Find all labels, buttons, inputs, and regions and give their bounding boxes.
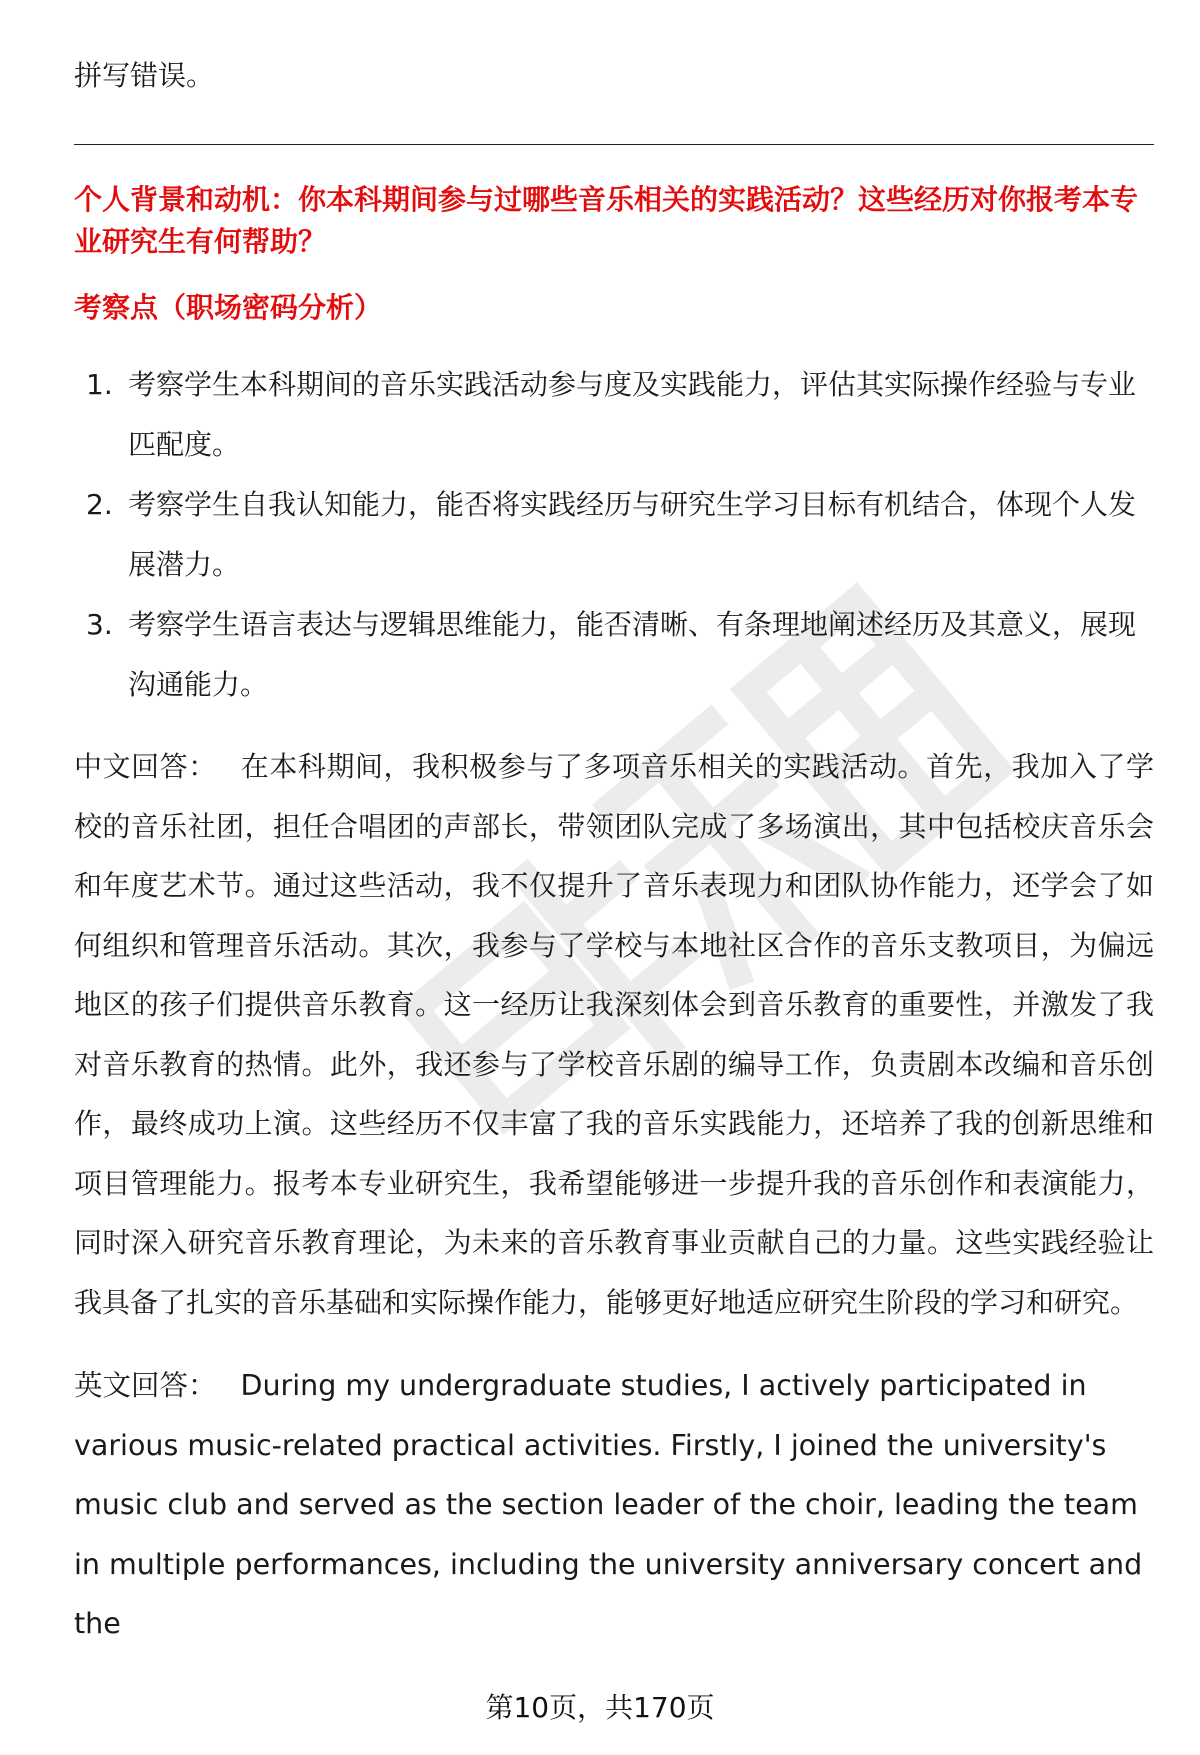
page-number: 第10页，共170页 — [485, 1691, 715, 1724]
focus-point-text: 考察学生自我认知能力，能否将实践经历与研究生学习目标有机结合，体现个人发展潜力。 — [128, 488, 1137, 581]
chinese-answer-label: 中文回答： — [74, 750, 217, 783]
focus-point-text: 考察学生本科期间的音乐实践活动参与度及实践能力，评估其实际操作经验与专业匹配度。 — [128, 368, 1137, 461]
focus-point-item — [74, 355, 1154, 475]
focus-point-item — [74, 475, 1154, 595]
chinese-answer-text: 在本科期间，我积极参与了多项音乐相关的实践活动。首先，我加入了学校的音乐社团，担任合唱团的声部长，带领团队完成了多场演出，其中包括校庆音乐会和年度艺术节。通过这些活动，我不仅提升了音乐表现力和团队协作能力，还学会了如何组织和管理音乐活动。其次，我参与了学校与本地社区合作的音乐支教项目，为偏远地区的孩子们提供音乐教育。这一经历让我深刻体会到音乐教育的重要性，并激发了我对音乐教育的热情。此外，我还参与了学校音乐剧的编导工作，负责剧本改编和音乐创作，最终成功上演。这些经历不仅丰富了我的音乐实践能力，还培养了我的创新思维和项目管理能力。报考本专业研究生，我希望能够进一步提升我的音乐创作和表演能力，同时深入研究音乐教育理论，为未来的音乐教育事业贡献自己的力量。这些实践经验让我具备了扎实的音乐基础和实际操作能力，能够更好地适应研究生阶段的学习和研究。 — [74, 750, 1154, 1319]
focus-points-heading: 考察点（职场密码分析） — [74, 291, 383, 324]
focus-points-list — [74, 355, 1154, 715]
english-answer — [74, 1356, 1154, 1654]
focus-point-number: 1. — [86, 368, 113, 401]
previous-answer-fragment: 拼写错误。 — [74, 59, 215, 92]
english-answer-text: During my undergraduate studies, I actively participated in various music-related practical activities. Firstly, I joined the university's music club and served as the section leader of the choir, leading the team in multiple performances, including the university anniversary concert and the — [74, 1369, 1143, 1640]
question-heading: 个人背景和动机：你本科期间参与过哪些音乐相关的实践活动？这些经历对你报考本专业研究生有何帮助？ — [74, 183, 1139, 258]
chinese-answer — [74, 737, 1154, 1332]
focus-point-number: 2. — [86, 488, 113, 521]
focus-point-item — [74, 595, 1154, 715]
section-divider — [74, 144, 1154, 145]
english-answer-label: 英文回答： — [74, 1369, 217, 1402]
focus-point-text: 考察学生语言表达与逻辑思维能力，能否清晰、有条理地阐述经历及其意义，展现沟通能力。 — [128, 608, 1137, 701]
focus-point-number: 3. — [86, 608, 113, 641]
page-content — [74, 56, 1154, 1654]
